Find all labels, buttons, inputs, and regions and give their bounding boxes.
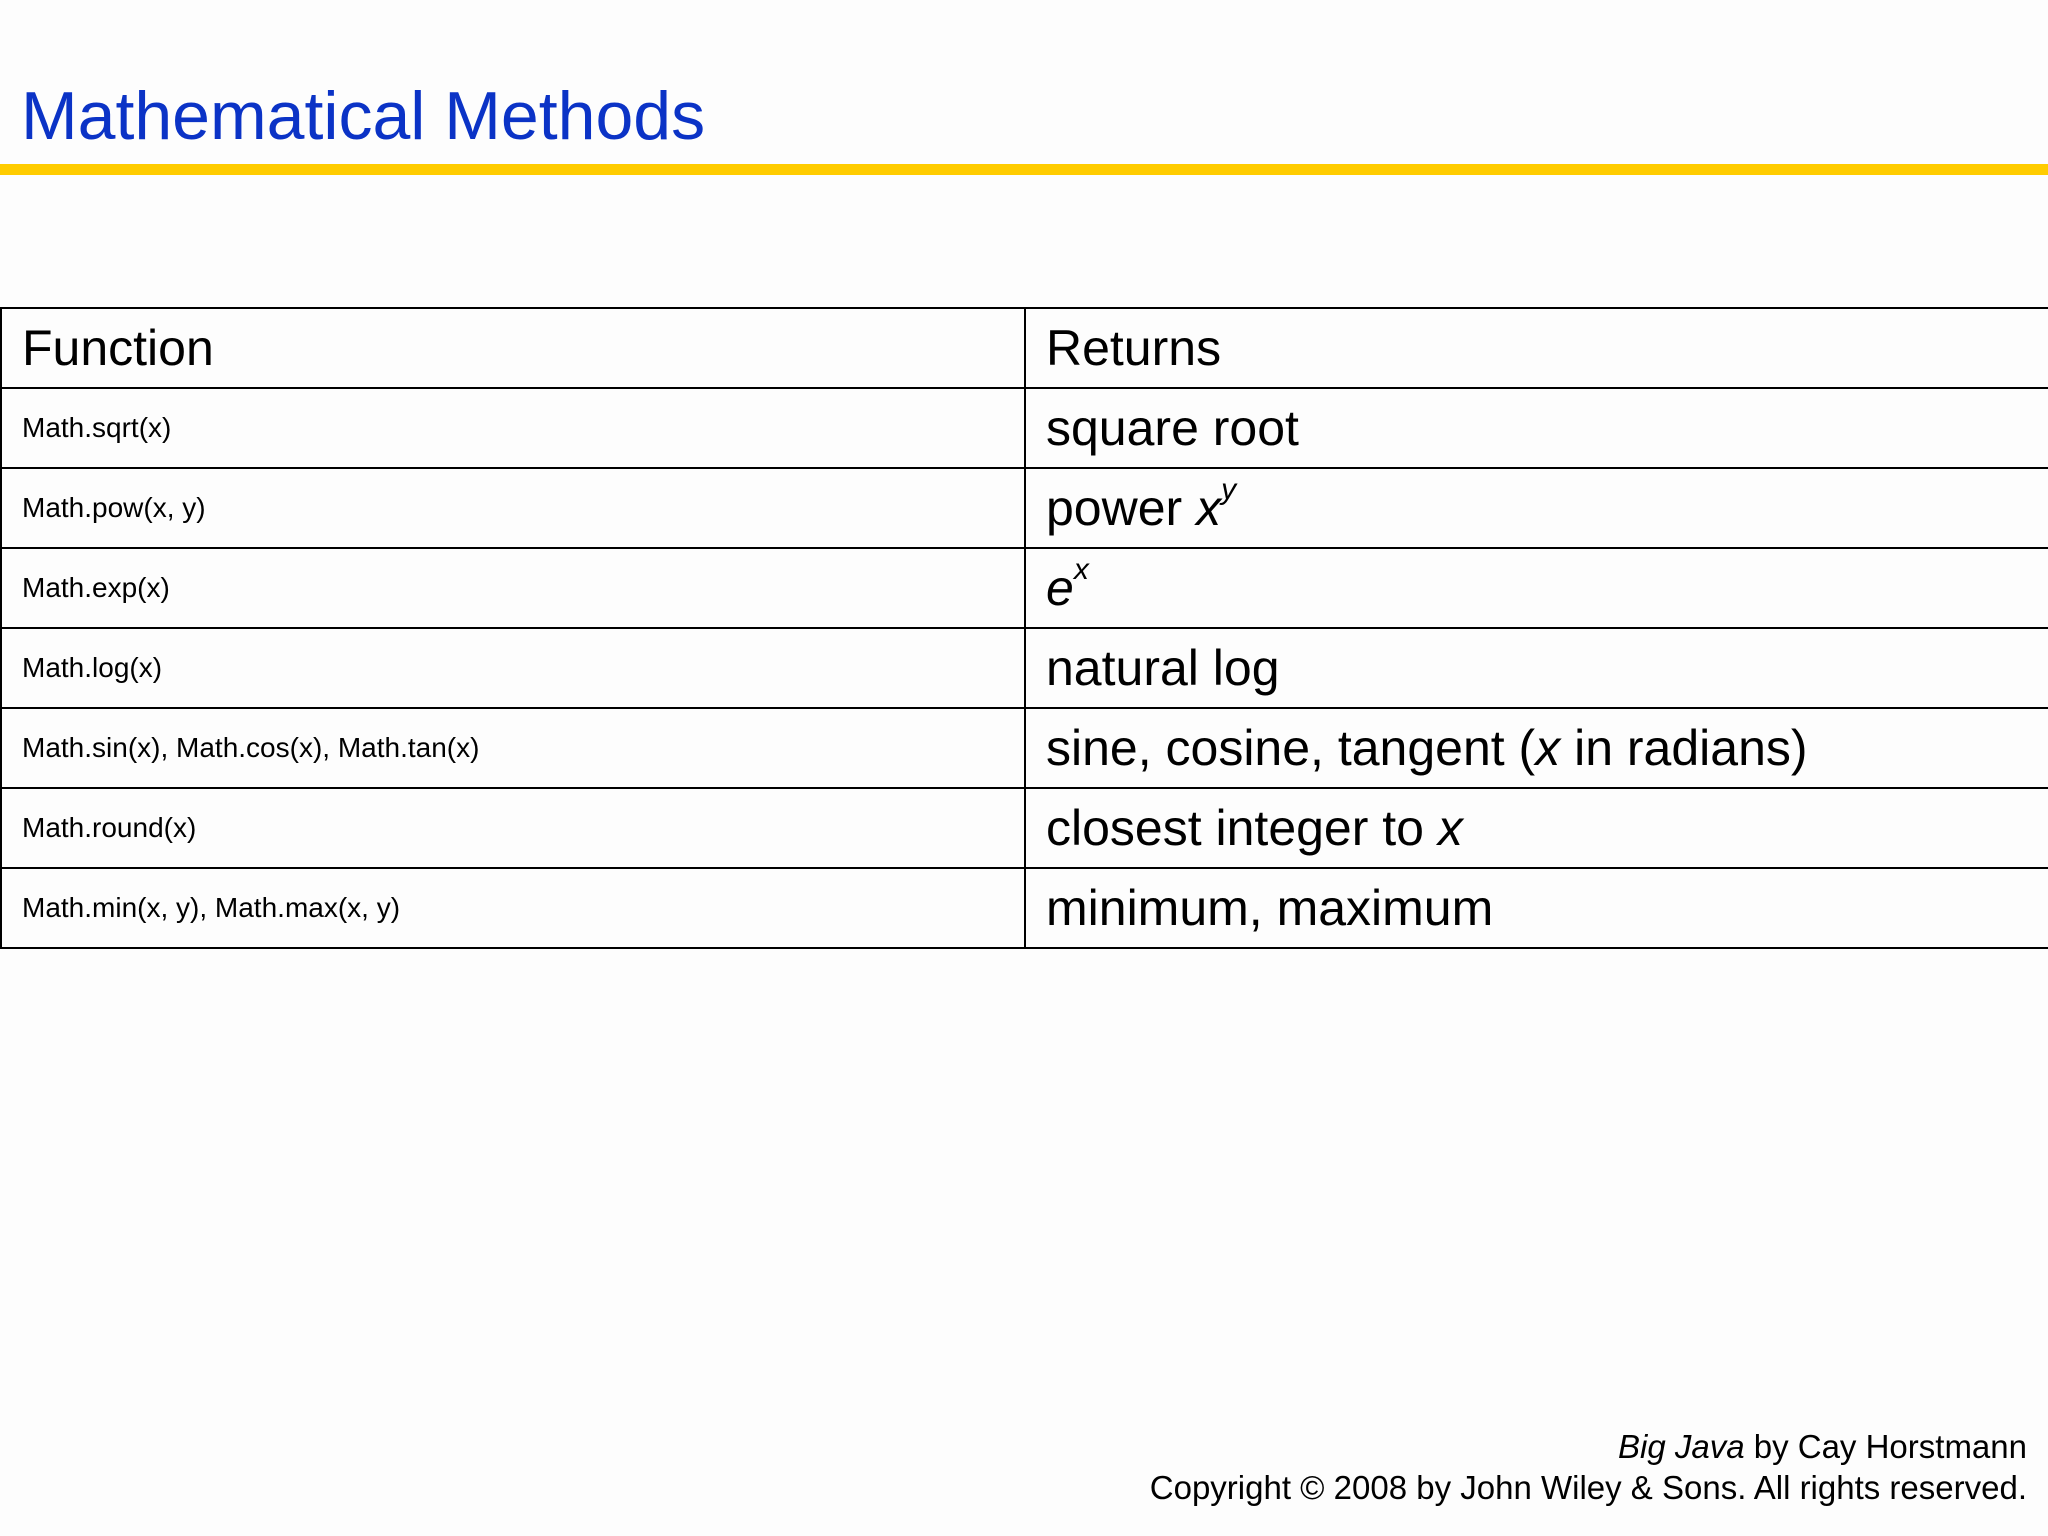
function-cell: Math.sqrt(x) xyxy=(1,388,1025,468)
math-methods-table xyxy=(0,307,2048,949)
table-row xyxy=(1,708,2048,788)
returns-cell: natural log xyxy=(1025,628,2048,708)
returns-cell xyxy=(1025,788,2048,868)
copyright-notice: Copyright © 2008 by John Wiley & Sons. All rights reserved. xyxy=(1149,1469,2027,1506)
returns-text: closest integer to xyxy=(1046,800,1438,856)
table-row xyxy=(1,868,2048,948)
returns-cell xyxy=(1025,468,2048,548)
book-credit xyxy=(1150,1426,2027,1467)
function-cell: Math.min(x, y), Math.max(x, y) xyxy=(1,868,1025,948)
returns-cell: square root xyxy=(1025,388,2048,468)
table-row xyxy=(1,548,2048,628)
book-author: by Cay Horstmann xyxy=(1744,1428,2027,1465)
returns-text: sine, cosine, tangent ( xyxy=(1046,720,1536,776)
book-title: Big Java xyxy=(1617,1428,1745,1465)
table-row xyxy=(1,788,2048,868)
table-row xyxy=(1,628,2048,708)
returns-cell: minimum, maximum xyxy=(1025,868,2048,948)
header-returns: Returns xyxy=(1025,308,2048,388)
function-cell: Math.sin(x), Math.cos(x), Math.tan(x) xyxy=(1,708,1025,788)
returns-text: in radians) xyxy=(1560,720,1808,776)
title-underline xyxy=(0,164,2048,175)
returns-base: x xyxy=(1196,480,1222,536)
table-row xyxy=(1,388,2048,468)
function-cell: Math.exp(x) xyxy=(1,548,1025,628)
returns-text: power xyxy=(1046,480,1197,536)
returns-variable: x xyxy=(1535,720,1561,776)
returns-cell xyxy=(1025,708,2048,788)
returns-variable: x xyxy=(1437,800,1463,856)
returns-cell xyxy=(1025,548,2048,628)
function-cell: Math.pow(x, y) xyxy=(1,468,1025,548)
function-cell: Math.log(x) xyxy=(1,628,1025,708)
returns-exponent: x xyxy=(1073,553,1089,586)
slide-title: Mathematical Methods xyxy=(21,78,706,154)
slide-footer xyxy=(1150,1426,2027,1508)
function-cell: Math.round(x) xyxy=(1,788,1025,868)
header-function: Function xyxy=(1,308,1025,388)
returns-exponent: y xyxy=(1221,473,1237,506)
returns-base: e xyxy=(1046,560,1074,616)
table-header-row xyxy=(1,308,2048,388)
table-row xyxy=(1,468,2048,548)
